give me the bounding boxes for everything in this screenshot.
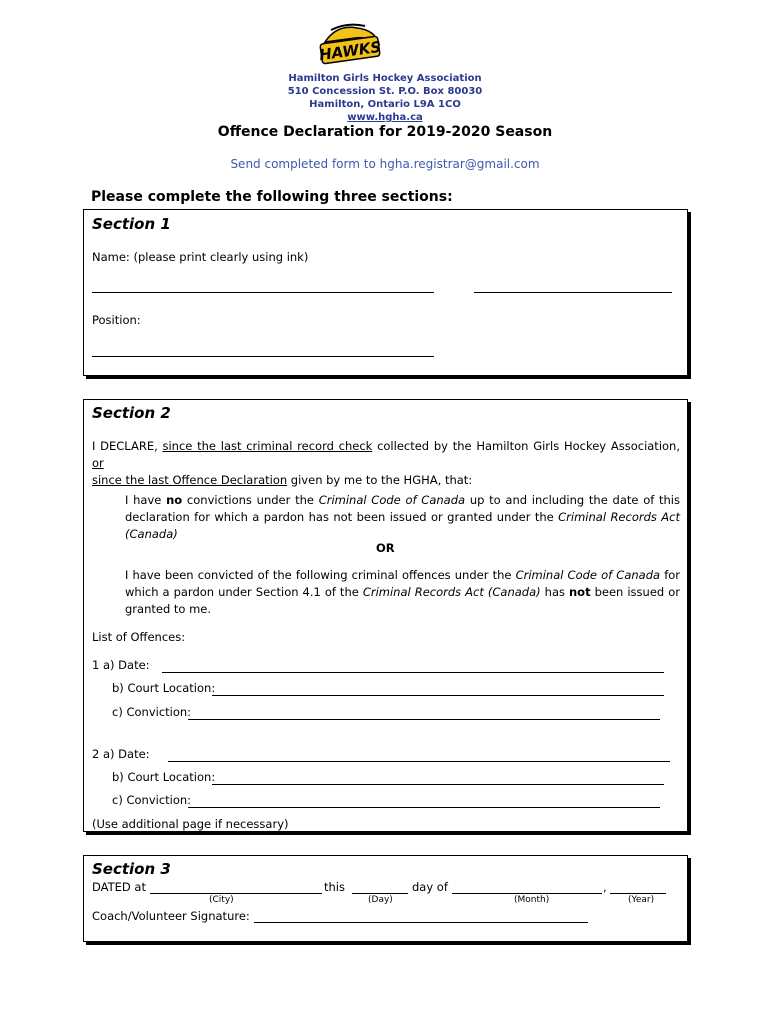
- section-1: [83, 209, 688, 376]
- city-field[interactable]: [150, 893, 322, 894]
- org-address-line2: Hamilton, Ontario L9A 1CO: [309, 99, 461, 110]
- org-name: Hamilton Girls Hockey Association: [288, 73, 482, 84]
- section-3-title: Section 3: [92, 860, 171, 878]
- section-2: [83, 399, 688, 832]
- org-address-line1: 510 Concession St. P.O. Box 80030: [287, 86, 483, 97]
- hawks-logo: [317, 22, 383, 68]
- month-field[interactable]: [452, 893, 602, 894]
- offence-1-date-field[interactable]: [162, 672, 664, 673]
- offence-2-date-label: 2 a) Date:: [92, 747, 150, 761]
- offence-1-date-label: 1 a) Date:: [92, 658, 150, 672]
- city-caption: (City): [209, 895, 234, 905]
- list-of-offences-label: List of Offences:: [92, 630, 186, 644]
- declaration-text: I DECLARE, since the last criminal record check collected by the Hamilton Girls Hockey Association, or since the last Offence Declaration given by me to the HGHA, that:: [92, 439, 680, 487]
- year-caption: (Year): [628, 895, 655, 905]
- day-field[interactable]: [352, 893, 408, 894]
- section-1-title: Section 1: [92, 215, 171, 233]
- offence-2-court-field[interactable]: [212, 784, 664, 785]
- position-field[interactable]: [92, 356, 434, 357]
- website-link[interactable]: www.hgha.ca: [347, 112, 423, 123]
- this-label: this: [324, 880, 345, 894]
- section-3: [83, 855, 688, 942]
- offence-1-court-field[interactable]: [212, 695, 664, 696]
- signature-label: Coach/Volunteer Signature:: [92, 909, 250, 923]
- logo-wordmark: HAWKS: [318, 37, 383, 65]
- date-comma: ,: [603, 880, 607, 894]
- instructions: Please complete the following three sections:: [91, 189, 453, 205]
- dated-at-label: DATED at: [92, 880, 146, 894]
- signature-field[interactable]: [254, 922, 588, 923]
- year-field[interactable]: [610, 893, 666, 894]
- option-convictions: I have been convicted of the following criminal offences under the Criminal Code of Canada for which a pardon under Section 4.1 of the Criminal Records Act (Canada) has not been issued or granted to me.: [125, 568, 681, 616]
- additional-page-note: (Use additional page if necessary): [92, 817, 289, 831]
- name-first-field[interactable]: [92, 292, 434, 293]
- offence-1-court-label: b) Court Location:: [112, 681, 216, 695]
- position-label: Position:: [92, 313, 141, 327]
- offence-2-conviction-field[interactable]: [188, 807, 660, 808]
- offence-2-conviction-label: c) Conviction:: [112, 793, 192, 807]
- offence-1-conviction-field[interactable]: [188, 719, 660, 720]
- offence-2-date-field[interactable]: [168, 761, 670, 762]
- day-caption: (Day): [368, 895, 393, 905]
- name-label: Name: (please print clearly using ink): [92, 250, 309, 264]
- name-last-field[interactable]: [474, 292, 672, 293]
- form-title: Offence Declaration for 2019-2020 Season: [217, 124, 553, 140]
- month-caption: (Month): [514, 895, 550, 905]
- or-separator: OR: [376, 541, 395, 555]
- option-no-convictions: I have no convictions under the Criminal Code of Canada up to and including the date of this declaration for which a pardon has not been issued or granted under the Criminal Records Act (Canada): [125, 493, 680, 541]
- section-2-title: Section 2: [92, 404, 171, 422]
- offence-1-conviction-label: c) Conviction:: [112, 705, 192, 719]
- send-note: Send completed form to hgha.registrar@gmail.com: [230, 157, 540, 171]
- day-of-label: day of: [412, 880, 448, 894]
- offence-2-court-label: b) Court Location:: [112, 770, 216, 784]
